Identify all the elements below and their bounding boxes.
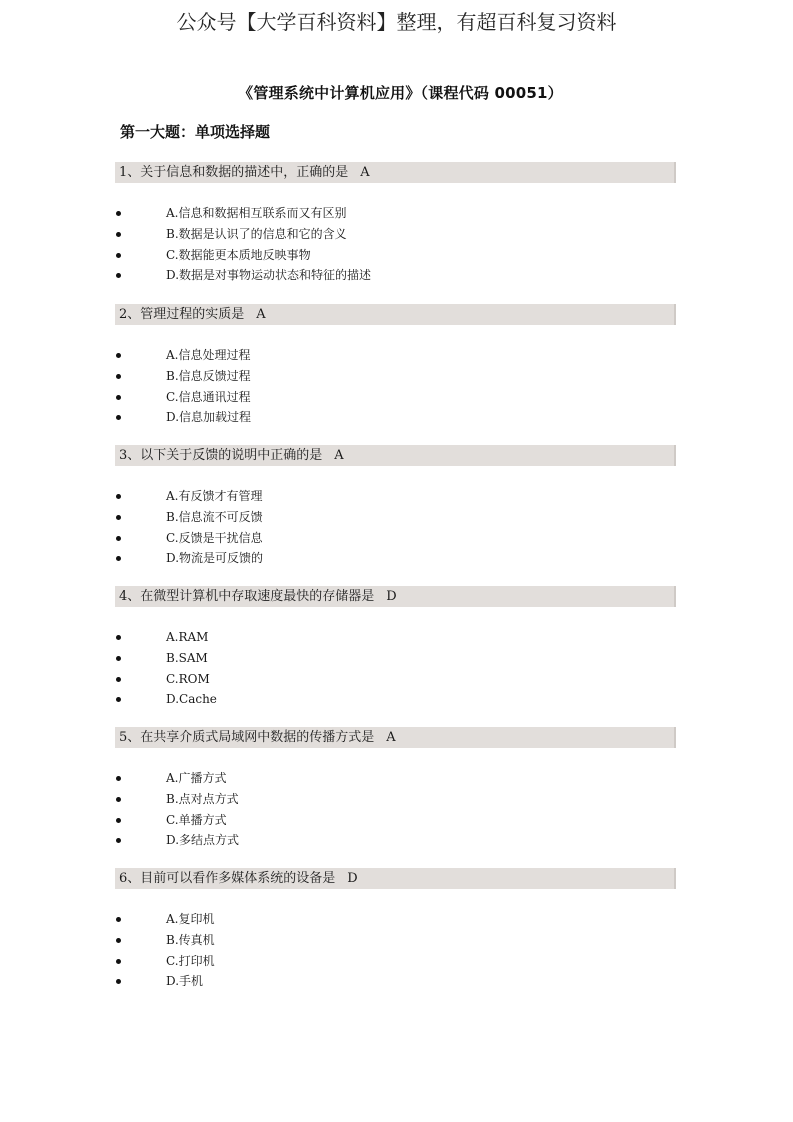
option-item [115, 507, 676, 528]
bullet-icon [116, 232, 121, 237]
option-text: D.手机 [166, 974, 204, 989]
option-list [115, 909, 676, 992]
question-5 [115, 727, 676, 851]
question-header [115, 727, 676, 748]
question-header [115, 868, 676, 889]
question-header [115, 162, 676, 183]
option-list [115, 768, 676, 851]
option-item [115, 627, 676, 648]
option-text: C.数据能更本质地反映事物 [166, 247, 311, 262]
option-text: D.Cache [166, 692, 217, 707]
option-text: B.SAM [166, 650, 208, 665]
option-item [115, 407, 676, 428]
question-text: 3、以下关于反馈的说明中正确的是 [119, 448, 323, 463]
question-text: 4、在微型计算机中存取速度最快的存储器是 [119, 589, 375, 604]
bullet-icon [116, 374, 121, 379]
option-item [115, 528, 676, 549]
option-text: B.传真机 [166, 932, 215, 947]
question-1 [115, 162, 676, 286]
option-text: C.单播方式 [166, 812, 227, 827]
section-title: 第一大题：单项选择题 [120, 123, 271, 141]
option-item [115, 366, 676, 387]
question-text: 2、管理过程的实质是 [119, 307, 245, 322]
option-item [115, 548, 676, 569]
option-item [115, 951, 676, 972]
question-answer: D [347, 871, 358, 886]
option-text: A.信息处理过程 [166, 348, 251, 362]
bullet-icon [116, 797, 121, 802]
bullet-icon [116, 776, 121, 781]
bullet-icon [116, 494, 121, 499]
option-text: D.多结点方式 [166, 833, 240, 848]
document-title: 《管理系统中计算机应用》（课程代码 00051） [238, 84, 563, 102]
option-item [115, 669, 676, 690]
bullet-icon [116, 697, 121, 702]
bullet-icon [116, 938, 121, 943]
question-text: 6、目前可以看作多媒体系统的设备是 [119, 871, 336, 886]
option-text: C.打印机 [166, 953, 215, 968]
question-3 [115, 445, 676, 569]
question-answer: A [386, 730, 396, 745]
option-item [115, 810, 676, 831]
option-list [115, 203, 676, 286]
option-text: B.信息流不可反馈 [166, 509, 263, 524]
question-header [115, 304, 676, 325]
option-list [115, 486, 676, 569]
option-item [115, 345, 676, 366]
bullet-icon [116, 838, 121, 843]
bullet-icon [116, 395, 121, 400]
bullet-icon [116, 917, 121, 922]
option-text: B.点对点方式 [166, 791, 239, 806]
option-text: A.信息和数据相互联系而又有区别 [166, 206, 347, 220]
option-text: D.物流是可反馈的 [166, 551, 264, 566]
option-item [115, 830, 676, 851]
bullet-icon [116, 635, 121, 640]
option-list [115, 345, 676, 428]
question-answer: A [360, 165, 370, 180]
option-text: C.信息通讯过程 [166, 389, 251, 404]
question-text: 5、在共享介质式局域网中数据的传播方式是 [119, 730, 375, 745]
bullet-icon [116, 677, 121, 682]
question-2 [115, 304, 676, 428]
option-item [115, 909, 676, 930]
option-item [115, 224, 676, 245]
option-item [115, 245, 676, 266]
option-item [115, 689, 676, 710]
option-item [115, 768, 676, 789]
option-item [115, 387, 676, 408]
option-item [115, 265, 676, 286]
question-answer: D [386, 589, 397, 604]
bullet-icon [116, 536, 121, 541]
option-list [115, 627, 676, 710]
bullet-icon [116, 353, 121, 358]
option-text: D.数据是对事物运动状态和特征的描述 [166, 268, 372, 283]
option-item [115, 486, 676, 507]
bullet-icon [116, 959, 121, 964]
option-text: B.数据是认识了的信息和它的含义 [166, 226, 347, 241]
option-text: B.信息反馈过程 [166, 368, 251, 383]
question-4 [115, 586, 676, 710]
bullet-icon [116, 273, 121, 278]
bullet-icon [116, 818, 121, 823]
bullet-icon [116, 515, 121, 520]
bullet-icon [116, 253, 121, 258]
bullet-icon [116, 656, 121, 661]
option-item [115, 789, 676, 810]
option-text: C.反馈是干扰信息 [166, 530, 263, 545]
question-answer: A [256, 307, 266, 322]
option-item [115, 648, 676, 669]
question-header [115, 445, 676, 466]
option-item [115, 203, 676, 224]
option-text: C.ROM [166, 671, 210, 686]
question-6 [115, 868, 676, 992]
question-text: 1、关于信息和数据的描述中，正确的是 [119, 165, 349, 180]
question-header [115, 586, 676, 607]
option-text: A.有反馈才有管理 [166, 489, 263, 503]
option-item [115, 930, 676, 951]
question-answer: A [334, 448, 344, 463]
bullet-icon [116, 211, 121, 216]
option-text: A.广播方式 [166, 771, 227, 785]
option-text: A.复印机 [166, 912, 215, 926]
option-text: A.RAM [166, 630, 209, 644]
bullet-icon [116, 415, 121, 420]
option-item [115, 971, 676, 992]
page-header: 公众号【大学百科资料】整理，有超百科复习资料 [176, 10, 617, 34]
bullet-icon [116, 556, 121, 561]
option-text: D.信息加载过程 [166, 410, 252, 425]
bullet-icon [116, 979, 121, 984]
